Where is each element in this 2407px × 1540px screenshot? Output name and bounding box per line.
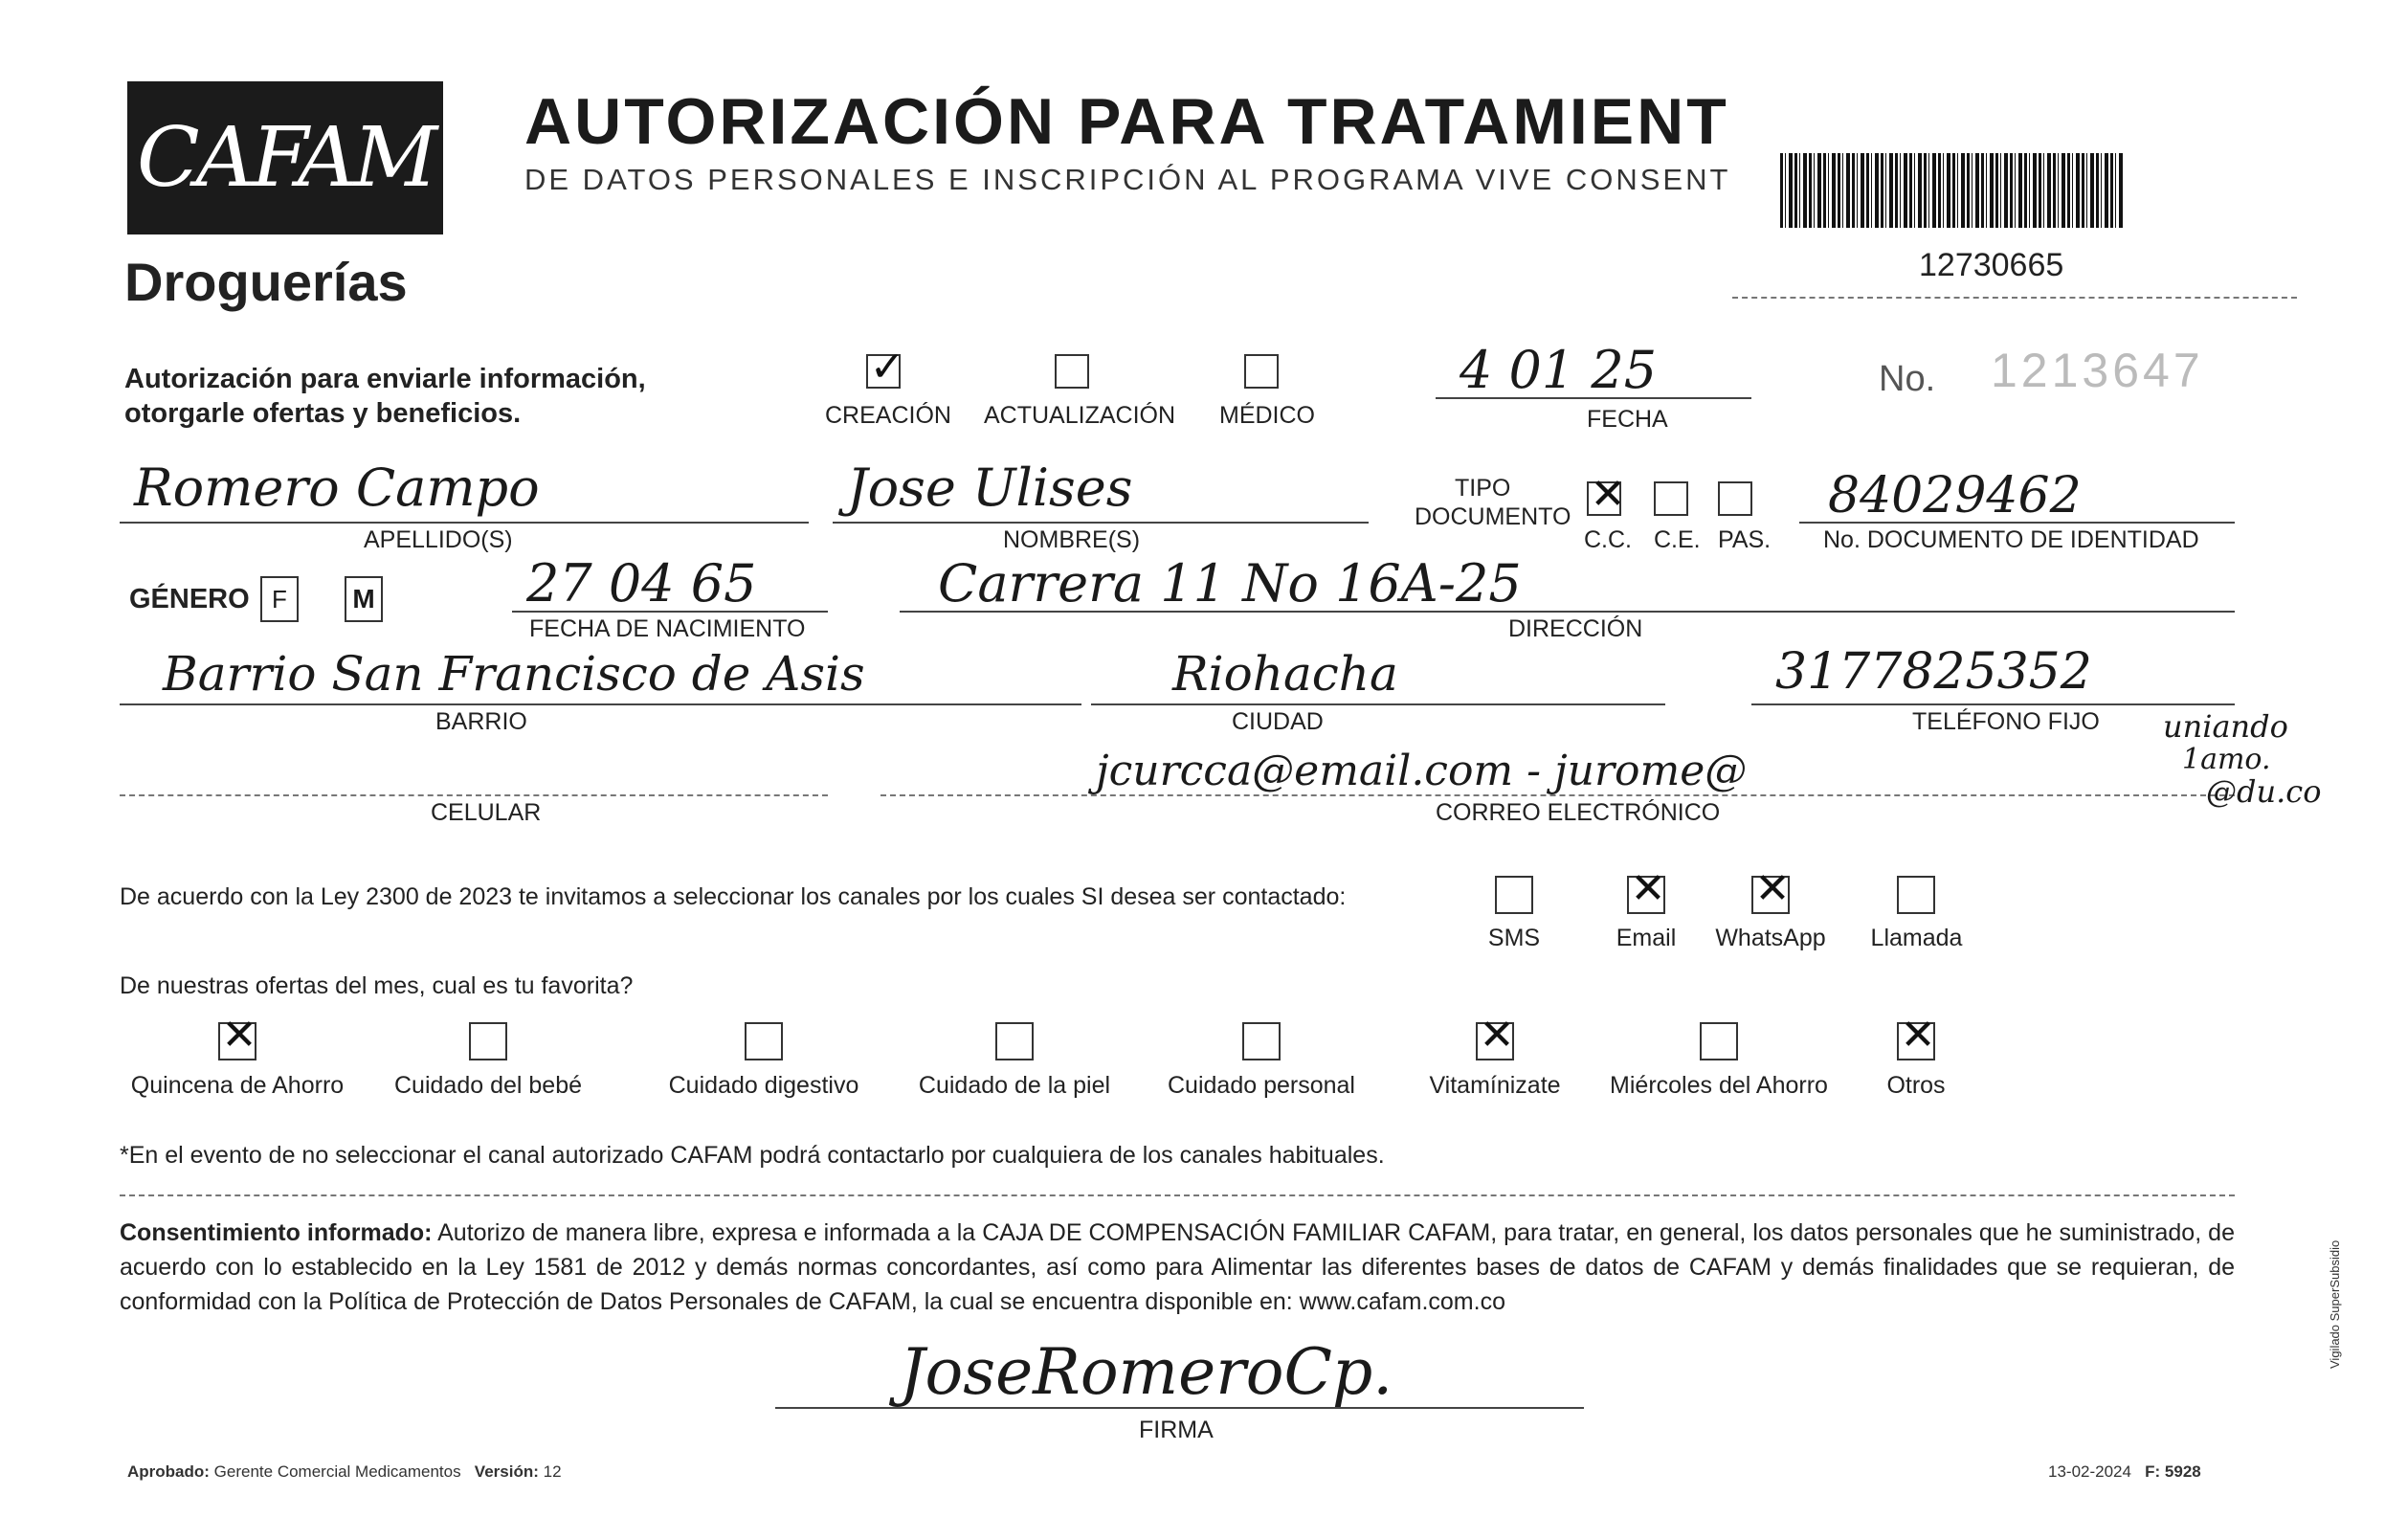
channel-whatsapp[interactable] — [1751, 864, 1791, 914]
consent-body: Autorizo de manera libre, expresa e informada a la CAJA DE COMPENSACIÓN FAMILIAR CAFAM, para tratar, en general, los datos personales que he suministrado, de acuerdo con lo establecido en la Ley 1581 de 2012 y demás normas concordantes, así como para Alimentar las diferentes bases de datos de CAFAM y demás finalidades que se requieran, de conformidad con la Política de Protección de Datos Personales de CAFAM, la cual se encuentra disponible en: www.cafam.com.co — [120, 1219, 2235, 1315]
check-mark-icon: ✓ — [869, 343, 905, 391]
gender-label: GÉNERO — [129, 584, 250, 614]
consent-heading: Consentimiento informado: — [120, 1219, 433, 1246]
surname-value[interactable]: Romero Campo — [134, 458, 540, 518]
request-type-medico[interactable] — [1244, 354, 1279, 389]
gender-f[interactable] — [260, 576, 299, 622]
surname-underline — [120, 522, 809, 524]
x-mark-icon: ✕ — [1900, 1011, 1936, 1060]
barcode — [1780, 153, 2125, 228]
doc-number-label: No. DOCUMENTO DE IDENTIDAD — [1823, 526, 2199, 553]
address-underline — [900, 611, 2235, 613]
request-type-label: ACTUALIZACIÓN — [984, 402, 1176, 429]
x-mark-icon: ✕ — [1754, 864, 1791, 913]
offer-miercoles[interactable] — [1700, 1022, 1738, 1060]
doc-type-cc-label: C.C. — [1584, 526, 1632, 553]
offer-piel[interactable] — [995, 1022, 1034, 1060]
doc-type-cc[interactable] — [1587, 470, 1626, 519]
date-value[interactable]: 4 01 25 — [1460, 340, 1658, 400]
email-value[interactable]: jcurcca@email.com - jurome@ — [1096, 747, 1748, 795]
offer-label: Cuidado del bebé — [394, 1072, 582, 1099]
offer-label: Cuidado personal — [1168, 1072, 1355, 1099]
city-underline — [1091, 703, 1665, 705]
birth-date-value[interactable]: 27 04 65 — [526, 553, 757, 614]
names-underline — [833, 522, 1369, 524]
date-label: FECHA — [1587, 406, 1668, 433]
channel-llamada-label: Llamada — [1870, 925, 1963, 951]
offer-label: Vitamínizate — [1429, 1072, 1561, 1099]
email-note-3: @du.co — [2206, 773, 2322, 810]
neighborhood-label: BARRIO — [435, 708, 527, 735]
surname-label: APELLIDO(S) — [364, 526, 513, 553]
footer-date — [2048, 1462, 2201, 1482]
footer-date-value: 13-02-2024 — [2048, 1462, 2131, 1481]
doc-type-label-1: TIPO — [1455, 475, 1511, 502]
offer-label: Otros — [1886, 1072, 1946, 1099]
offers-question: De nuestras ofertas del mes, cual es tu favorita? — [120, 972, 634, 999]
channel-llamada[interactable] — [1897, 876, 1935, 914]
cafam-logo: CAFAM — [127, 81, 443, 234]
offer-vitaminizate[interactable] — [1476, 1011, 1515, 1060]
offer-label: Miércoles del Ahorro — [1610, 1072, 1828, 1099]
city-value[interactable]: Riohacha — [1172, 646, 1398, 702]
intro-line-2: otorgarle ofertas y beneficios. — [124, 398, 522, 429]
version-label: Versión: — [474, 1462, 539, 1481]
request-type-label: MÉDICO — [1219, 402, 1315, 429]
offer-digestivo[interactable] — [745, 1022, 783, 1060]
phone-label: TELÉFONO FIJO — [1912, 708, 2100, 735]
offer-label: Cuidado de la piel — [918, 1072, 1111, 1099]
names-value[interactable]: Jose Ulises — [847, 458, 1133, 518]
request-type-label: CREACIÓN — [825, 402, 951, 429]
offer-bebe[interactable] — [469, 1022, 507, 1060]
form-subtitle: DE DATOS PERSONALES E INSCRIPCIÓN AL PROGRAMA VIVE CONSENT — [524, 163, 1731, 196]
offer-otros[interactable] — [1897, 1011, 1936, 1060]
names-label: NOMBRE(S) — [1003, 526, 1141, 553]
x-mark-icon: ✕ — [1590, 470, 1626, 519]
approved-label: Aprobado: — [127, 1462, 210, 1481]
birth-date-underline — [512, 611, 828, 613]
footnote: *En el evento de no seleccionar el canal autorizado CAFAM podrá contactarlo por cualquiera de los canales habituales. — [120, 1142, 1385, 1169]
email-underline — [880, 794, 2235, 796]
footer-code: F: 5928 — [2145, 1462, 2201, 1481]
offer-label: Quincena de Ahorro — [130, 1072, 345, 1099]
neighborhood-value[interactable]: Barrio San Francisco de Asis — [163, 646, 865, 702]
x-mark-icon: ✕ — [1479, 1011, 1515, 1060]
doc-type-pas-label: PAS. — [1718, 526, 1772, 553]
signature-underline — [775, 1407, 1584, 1409]
email-note-2: 1amo. — [2182, 743, 2271, 776]
offer-quincena[interactable] — [218, 1011, 257, 1060]
city-label: CIUDAD — [1232, 708, 1324, 735]
gender-m-label: M — [352, 584, 375, 614]
signature-label: FIRMA — [1139, 1417, 1214, 1443]
doc-type-pas[interactable] — [1718, 481, 1752, 516]
mobile-label: CELULAR — [431, 799, 542, 826]
email-note-1: uniando — [2163, 708, 2288, 745]
form-number-label: No. — [1879, 359, 1936, 399]
intro-line-1: Autorización para enviarle información, — [124, 364, 646, 394]
channel-email[interactable] — [1627, 864, 1666, 914]
channels-question: De acuerdo con la Ley 2300 de 2023 te invitamos a seleccionar los canales por los cuales SI desea ser contactado: — [120, 883, 1347, 910]
channel-sms-label: SMS — [1487, 925, 1541, 951]
neighborhood-underline — [120, 703, 1081, 705]
version-value: 12 — [543, 1462, 562, 1481]
date-underline — [1436, 397, 1751, 399]
address-value[interactable]: Carrera 11 No 16A-25 — [938, 553, 1522, 614]
gender-m[interactable] — [345, 576, 383, 622]
request-type-creacion[interactable] — [866, 343, 905, 391]
offer-personal[interactable] — [1242, 1022, 1281, 1060]
doc-type-ce-label: C.E. — [1654, 526, 1701, 553]
signature: JoseRomeroCp. — [900, 1335, 1393, 1409]
x-mark-icon: ✕ — [1630, 864, 1666, 913]
doc-number-underline — [1799, 522, 2235, 524]
offer-label: Cuidado digestivo — [668, 1072, 859, 1099]
footer-approved — [127, 1462, 562, 1482]
form-title: AUTORIZACIÓN PARA TRATAMIENT — [524, 85, 1729, 158]
doc-type-label-2: DOCUMENTO — [1415, 503, 1571, 530]
section-divider — [120, 1194, 2235, 1196]
barcode-number: 12730665 — [1919, 247, 2064, 283]
doc-type-ce[interactable] — [1654, 481, 1688, 516]
mobile-underline — [120, 794, 828, 796]
email-label: CORREO ELECTRÓNICO — [1436, 799, 1721, 826]
channel-whatsapp-label: WhatsApp — [1715, 925, 1826, 951]
phone-value[interactable]: 3177825352 — [1775, 643, 2092, 701]
address-label: DIRECCIÓN — [1508, 615, 1643, 642]
approved-value: Gerente Comercial Medicamentos — [213, 1462, 461, 1481]
x-mark-icon: ✕ — [221, 1011, 257, 1060]
consent-paragraph — [120, 1216, 2235, 1319]
doc-number-value[interactable]: 84029462 — [1828, 467, 2082, 524]
subbrand: Droguerías — [124, 252, 408, 312]
channel-sms[interactable] — [1495, 876, 1533, 914]
phone-underline — [1751, 703, 2235, 705]
request-type-actualizacion[interactable] — [1055, 354, 1089, 389]
supersubsidio-mark: Vigilado SuperSubsidio — [2328, 1239, 2342, 1369]
gender-f-label: F — [272, 584, 287, 614]
birth-date-label: FECHA DE NACIMIENTO — [529, 615, 806, 642]
form-number-value: 1213647 — [1991, 344, 2204, 397]
channel-email-label: Email — [1616, 925, 1677, 951]
divider — [1732, 297, 2297, 299]
